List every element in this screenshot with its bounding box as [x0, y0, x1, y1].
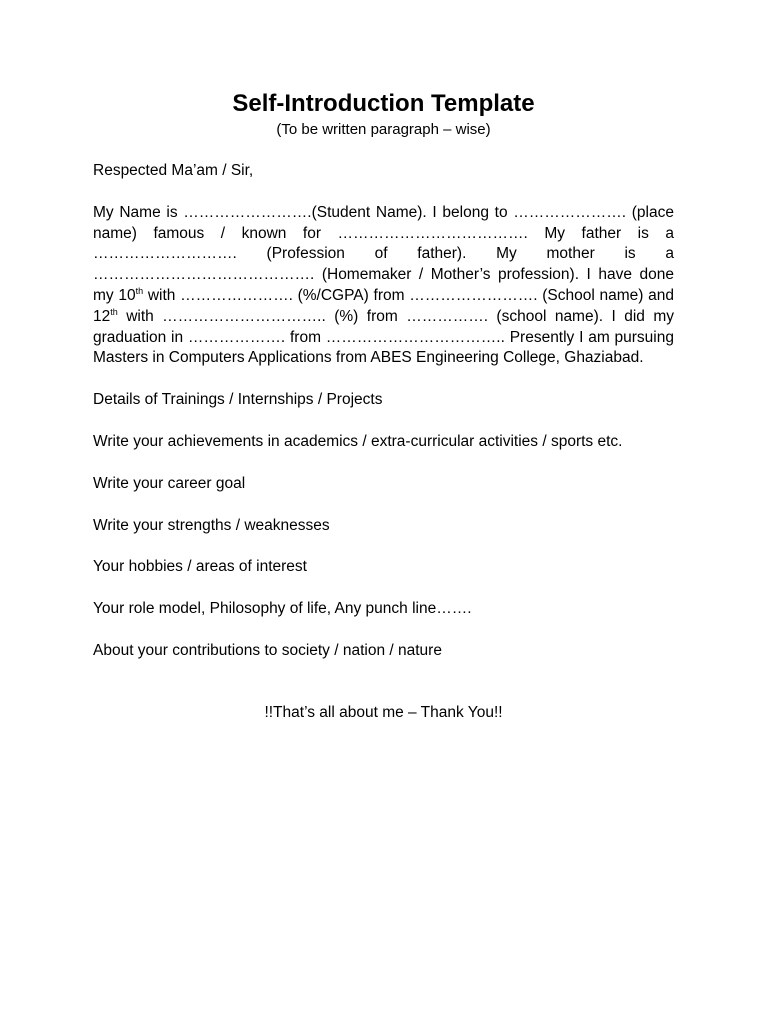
list-item-achievements: Write your achievements in academics / extra-curricular activities / sports etc.: [93, 432, 623, 450]
intro-text-2: with …………………. (%/CGPA) from ……………………. (School name) and 12: [93, 286, 674, 325]
intro-text-3: with ………………………….. (%) from ……………. (school name). I did my graduation in ………………. from …………………………….. Presently I am pursuing Masters in Computers Applications from ABES Engineering College, Ghaziabad.: [93, 307, 674, 367]
list-item-role-model: Your role model, Philosophy of life, Any punch line…….: [93, 600, 472, 618]
document-title: Self-Introduction Template: [232, 90, 535, 117]
list-item-trainings: Details of Trainings / Internships / Projects: [93, 391, 383, 409]
list-item-hobbies: Your hobbies / areas of interest: [93, 558, 307, 576]
list-item-strengths: Write your strengths / weaknesses: [93, 516, 330, 534]
list-item-contributions: About your contributions to society / nation / nature: [93, 641, 442, 659]
intro-paragraph: [93, 203, 674, 369]
salutation: Respected Ma’am / Sir,: [93, 162, 254, 179]
document-page: [93, 88, 674, 724]
superscript-th-2: th: [110, 306, 118, 317]
superscript-th-1: th: [135, 285, 144, 296]
document-subtitle: (To be written paragraph – wise): [276, 121, 491, 138]
closing-line: !!That’s all about me – Thank You!!: [264, 703, 503, 721]
intro-text-1: My Name is …………………….(Student Name). I belong to …………………. (place name) famous / known for ………………………………. My father is a ………………………. (Profession of father). My mother is a ……………………………………. (Homemaker / Mother’s profession). I have done my 10: [93, 203, 674, 304]
list-item-career-goal: Write your career goal: [93, 474, 246, 492]
